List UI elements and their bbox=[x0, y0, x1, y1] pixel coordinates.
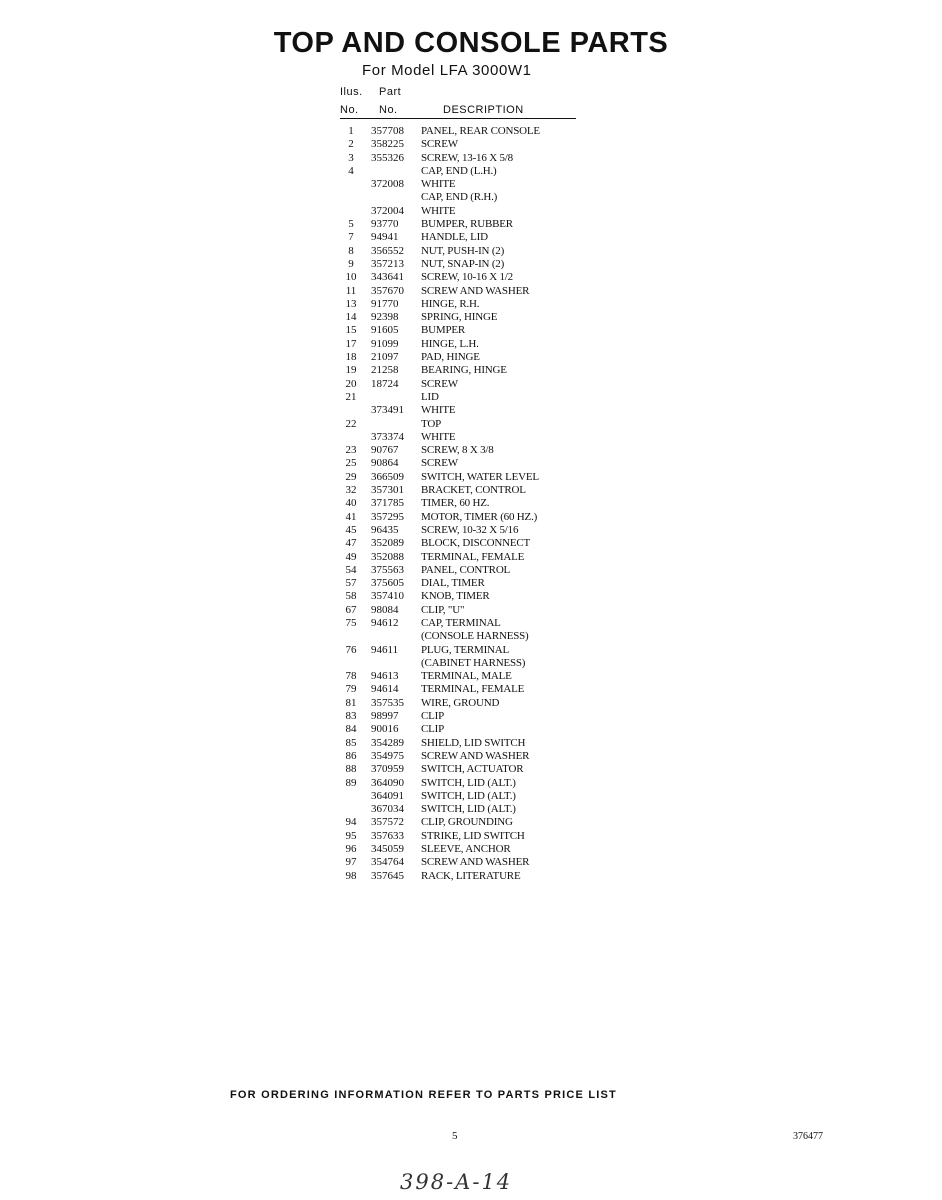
illus-number: 1 bbox=[348, 125, 354, 137]
part-number: 375605 bbox=[371, 577, 404, 590]
parts-row bbox=[340, 178, 580, 191]
illus-number: 5 bbox=[348, 218, 354, 231]
part-description: CAP, TERMINAL bbox=[421, 616, 501, 629]
illus-number: 58 bbox=[345, 590, 357, 603]
illus-number: 2 bbox=[348, 138, 354, 151]
parts-row bbox=[340, 351, 580, 364]
part-number: 21258 bbox=[371, 364, 399, 377]
part-number: 356552 bbox=[371, 244, 404, 257]
part-description: DIAL, TIMER bbox=[421, 577, 485, 590]
part-number: 355326 bbox=[371, 151, 404, 164]
parts-row bbox=[340, 790, 580, 803]
part-number: 94612 bbox=[371, 616, 399, 629]
parts-row bbox=[340, 750, 580, 763]
part-number: 352089 bbox=[371, 537, 404, 550]
illus-number: 47 bbox=[345, 537, 357, 550]
part-number: 364090 bbox=[371, 776, 404, 789]
illus-number: 85 bbox=[345, 736, 357, 749]
part-description: SPRING, HINGE bbox=[421, 311, 498, 324]
parts-row bbox=[340, 338, 580, 351]
part-description: SLEEVE, ANCHOR bbox=[421, 843, 511, 856]
illus-number: 89 bbox=[345, 776, 357, 789]
part-number: 91770 bbox=[371, 297, 399, 310]
parts-row bbox=[340, 497, 580, 510]
part-description: SWITCH, LID (ALT.) bbox=[421, 789, 516, 802]
part-number: 94614 bbox=[371, 683, 399, 696]
parts-row bbox=[340, 404, 580, 417]
illus-number: 84 bbox=[345, 723, 357, 736]
illus-number: 9 bbox=[348, 257, 354, 270]
part-description: PANEL, REAR CONSOLE bbox=[421, 125, 540, 137]
part-description: CLIP, "U" bbox=[421, 603, 465, 616]
part-number: 357645 bbox=[371, 869, 404, 882]
ordering-footer: FOR ORDERING INFORMATION REFER TO PARTS PRICE LIST bbox=[230, 1089, 617, 1101]
parts-row bbox=[340, 138, 580, 151]
parts-row bbox=[340, 723, 580, 736]
parts-row bbox=[340, 245, 580, 258]
parts-row bbox=[340, 484, 580, 497]
parts-row bbox=[340, 577, 580, 590]
part-description: SCREW, 10-32 X 5/16 bbox=[421, 523, 519, 536]
illus-number: 96 bbox=[345, 843, 357, 856]
parts-row bbox=[340, 125, 580, 138]
part-description: SCREW bbox=[421, 457, 458, 470]
part-description: STRIKE, LID SWITCH bbox=[421, 829, 525, 842]
part-number: 357670 bbox=[371, 284, 404, 297]
parts-row bbox=[340, 697, 580, 710]
part-description: BUMPER, RUBBER bbox=[421, 218, 513, 231]
illus-number: 22 bbox=[345, 417, 357, 430]
illus-number: 25 bbox=[345, 457, 357, 470]
part-number: 91099 bbox=[371, 337, 399, 350]
illus-number: 67 bbox=[345, 603, 357, 616]
parts-row bbox=[340, 590, 580, 603]
parts-row bbox=[340, 165, 580, 178]
illus-number: 86 bbox=[345, 749, 357, 762]
header-rule bbox=[340, 118, 576, 119]
part-number: 372008 bbox=[371, 178, 404, 191]
parts-row bbox=[340, 231, 580, 244]
parts-row bbox=[340, 803, 580, 816]
parts-row bbox=[340, 258, 580, 271]
parts-row bbox=[340, 551, 580, 564]
part-number: 92398 bbox=[371, 311, 399, 324]
part-number: 367034 bbox=[371, 803, 404, 816]
illus-number: 20 bbox=[345, 377, 357, 390]
illus-number: 19 bbox=[345, 364, 357, 377]
part-description: MOTOR, TIMER (60 HZ.) bbox=[421, 510, 538, 523]
part-description: SCREW AND WASHER bbox=[421, 749, 530, 762]
part-description: SHIELD, LID SWITCH bbox=[421, 736, 526, 749]
illus-number: 45 bbox=[345, 523, 357, 536]
part-number: 354764 bbox=[371, 856, 404, 869]
part-description: CAP, END (R.H.) bbox=[421, 191, 498, 204]
part-number: 90864 bbox=[371, 457, 399, 470]
parts-row bbox=[340, 431, 580, 444]
parts-row bbox=[340, 205, 580, 218]
illus-number: 3 bbox=[348, 151, 354, 164]
header-part-bottom: No. bbox=[379, 104, 398, 116]
part-number: 373374 bbox=[371, 430, 404, 443]
parts-row bbox=[340, 683, 580, 696]
part-number: 90016 bbox=[371, 723, 399, 736]
part-number: 357213 bbox=[371, 257, 404, 270]
part-number: 21097 bbox=[371, 351, 399, 364]
parts-row bbox=[340, 657, 580, 670]
parts-row bbox=[340, 311, 580, 324]
illus-number: 95 bbox=[345, 829, 357, 842]
document-number: 376477 bbox=[793, 1131, 823, 1142]
parts-row bbox=[340, 218, 580, 231]
parts-row bbox=[340, 364, 580, 377]
parts-row bbox=[340, 670, 580, 683]
illus-number: 29 bbox=[345, 470, 357, 483]
parts-row bbox=[340, 830, 580, 843]
parts-row bbox=[340, 444, 580, 457]
part-description: SWITCH, LID (ALT.) bbox=[421, 803, 516, 816]
part-description: HANDLE, LID bbox=[421, 231, 488, 244]
illus-number: 75 bbox=[345, 616, 357, 629]
part-description: CLIP, GROUNDING bbox=[421, 816, 513, 829]
part-number: 366509 bbox=[371, 470, 404, 483]
part-description: BRACKET, CONTROL bbox=[421, 484, 526, 497]
part-number: 94613 bbox=[371, 670, 399, 683]
part-description: NUT, PUSH-IN (2) bbox=[421, 244, 505, 257]
illus-number: 18 bbox=[345, 351, 357, 364]
part-number: 93770 bbox=[371, 218, 399, 231]
parts-row bbox=[340, 737, 580, 750]
part-number: 98084 bbox=[371, 603, 399, 616]
part-number: 357633 bbox=[371, 829, 404, 842]
illus-number: 10 bbox=[345, 271, 357, 284]
part-description: PAD, HINGE bbox=[421, 351, 480, 364]
part-number: 352088 bbox=[371, 550, 404, 563]
part-number: 94941 bbox=[371, 231, 399, 244]
parts-row bbox=[340, 537, 580, 550]
part-description: WHITE bbox=[421, 404, 456, 417]
illus-number: 94 bbox=[345, 816, 357, 829]
part-number: 357301 bbox=[371, 484, 404, 497]
parts-row bbox=[340, 524, 580, 537]
parts-row bbox=[340, 285, 580, 298]
part-number: 375563 bbox=[371, 563, 404, 576]
model-subtitle: For Model LFA 3000W1 bbox=[362, 62, 532, 79]
part-description: TERMINAL, FEMALE bbox=[421, 683, 525, 696]
parts-row bbox=[340, 630, 580, 643]
part-description: RACK, LITERATURE bbox=[421, 869, 521, 882]
part-description: SWITCH, LID (ALT.) bbox=[421, 776, 516, 789]
illus-number: 17 bbox=[345, 337, 357, 350]
part-description: SCREW bbox=[421, 138, 458, 151]
illus-number: 23 bbox=[345, 444, 357, 457]
part-number: 371785 bbox=[371, 497, 404, 510]
part-description: CLIP bbox=[421, 723, 445, 736]
handwritten-note: 398-A-14 bbox=[400, 1170, 513, 1194]
parts-row bbox=[340, 324, 580, 337]
part-number: 90767 bbox=[371, 444, 399, 457]
part-number: 370959 bbox=[371, 763, 404, 776]
illus-number: 81 bbox=[345, 696, 357, 709]
part-description: HINGE, L.H. bbox=[421, 337, 479, 350]
part-number: 91605 bbox=[371, 324, 399, 337]
illus-number: 8 bbox=[348, 244, 354, 257]
parts-row bbox=[340, 271, 580, 284]
illus-number: 98 bbox=[345, 869, 357, 882]
parts-row bbox=[340, 298, 580, 311]
header-ilus-bottom: No. bbox=[340, 104, 359, 116]
illus-number: 41 bbox=[345, 510, 357, 523]
part-description: SWITCH, WATER LEVEL bbox=[421, 470, 539, 483]
illus-number: 14 bbox=[345, 311, 357, 324]
parts-row bbox=[340, 152, 580, 165]
part-number: 373491 bbox=[371, 404, 404, 417]
part-description: NUT, SNAP-IN (2) bbox=[421, 257, 505, 270]
part-number: 364091 bbox=[371, 789, 404, 802]
part-description: PANEL, CONTROL bbox=[421, 563, 511, 576]
illus-number: 79 bbox=[345, 683, 357, 696]
parts-row bbox=[340, 378, 580, 391]
part-description: (CABINET HARNESS) bbox=[421, 656, 526, 669]
parts-row bbox=[340, 604, 580, 617]
part-description: CLIP bbox=[421, 710, 445, 723]
part-description: WIRE, GROUND bbox=[421, 696, 500, 709]
part-description: CAP, END (L.H.) bbox=[421, 164, 497, 177]
part-number: 345059 bbox=[371, 843, 404, 856]
part-description: BLOCK, DISCONNECT bbox=[421, 537, 531, 550]
parts-row bbox=[340, 843, 580, 856]
illus-number: 76 bbox=[345, 643, 357, 656]
illus-number: 32 bbox=[345, 484, 357, 497]
header-ilus-top: Ilus. bbox=[340, 86, 363, 98]
part-number: 18724 bbox=[371, 377, 399, 390]
parts-row bbox=[340, 617, 580, 630]
illus-number: 11 bbox=[345, 284, 357, 297]
part-number: 357295 bbox=[371, 510, 404, 523]
part-description: TIMER, 60 HZ. bbox=[421, 497, 490, 510]
part-description: PLUG, TERMINAL bbox=[421, 643, 510, 656]
parts-row bbox=[340, 457, 580, 470]
illus-number: 57 bbox=[345, 577, 357, 590]
page-title: TOP AND CONSOLE PARTS bbox=[273, 27, 669, 59]
part-description: SCREW, 13-16 X 5/8 bbox=[421, 151, 513, 164]
illus-number: 83 bbox=[345, 710, 357, 723]
part-number: 98997 bbox=[371, 710, 399, 723]
parts-row bbox=[340, 564, 580, 577]
part-description: TERMINAL, FEMALE bbox=[421, 550, 525, 563]
part-description: WHITE bbox=[421, 178, 456, 191]
parts-row bbox=[340, 191, 580, 204]
part-description: TERMINAL, MALE bbox=[421, 670, 512, 683]
illus-number: 97 bbox=[345, 856, 357, 869]
part-description: SCREW, 10-16 X 1/2 bbox=[421, 271, 513, 284]
parts-row bbox=[340, 511, 580, 524]
illus-number: 7 bbox=[348, 231, 354, 244]
part-number: 357410 bbox=[371, 590, 404, 603]
part-description: TOP bbox=[421, 417, 441, 430]
part-description: HINGE, R.H. bbox=[421, 297, 480, 310]
part-description: SCREW bbox=[421, 377, 458, 390]
illus-number: 78 bbox=[345, 670, 357, 683]
parts-row bbox=[340, 870, 580, 883]
part-number: 358225 bbox=[371, 138, 404, 151]
parts-row bbox=[340, 418, 580, 431]
part-description: SCREW, 8 X 3/8 bbox=[421, 444, 494, 457]
illus-number: 21 bbox=[345, 390, 357, 403]
part-description: SCREW AND WASHER bbox=[421, 284, 530, 297]
part-number: 94611 bbox=[371, 643, 399, 656]
part-number: 357535 bbox=[371, 696, 404, 709]
part-description: WHITE bbox=[421, 204, 456, 217]
part-number: 343641 bbox=[371, 271, 404, 284]
part-description: SWITCH, ACTUATOR bbox=[421, 763, 524, 776]
illus-number: 13 bbox=[345, 297, 357, 310]
illus-number: 15 bbox=[345, 324, 357, 337]
illus-number: 40 bbox=[345, 497, 357, 510]
parts-row bbox=[340, 856, 580, 869]
part-description: LID bbox=[421, 390, 439, 403]
parts-row bbox=[340, 391, 580, 404]
parts-row bbox=[340, 763, 580, 776]
part-description: (CONSOLE HARNESS) bbox=[421, 630, 529, 643]
header-description: DESCRIPTION bbox=[443, 104, 524, 116]
part-number: 357572 bbox=[371, 816, 404, 829]
part-description: WHITE bbox=[421, 430, 456, 443]
parts-list bbox=[340, 125, 580, 883]
illus-number: 4 bbox=[348, 164, 354, 177]
part-description: BEARING, HINGE bbox=[421, 364, 507, 377]
part-number: 354975 bbox=[371, 749, 404, 762]
parts-row bbox=[340, 777, 580, 790]
part-number: 357708 bbox=[371, 125, 404, 137]
header-part-top: Part bbox=[379, 86, 402, 98]
part-number: 354289 bbox=[371, 736, 404, 749]
parts-row bbox=[340, 710, 580, 723]
part-description: SCREW AND WASHER bbox=[421, 856, 530, 869]
part-number: 96435 bbox=[371, 523, 399, 536]
parts-row bbox=[340, 644, 580, 657]
illus-number: 54 bbox=[345, 563, 357, 576]
part-description: BUMPER bbox=[421, 324, 466, 337]
page-number: 5 bbox=[452, 1130, 458, 1142]
illus-number: 49 bbox=[345, 550, 357, 563]
part-number: 372004 bbox=[371, 204, 404, 217]
part-description: KNOB, TIMER bbox=[421, 590, 490, 603]
parts-row bbox=[340, 471, 580, 484]
illus-number: 88 bbox=[345, 763, 357, 776]
parts-row bbox=[340, 816, 580, 829]
